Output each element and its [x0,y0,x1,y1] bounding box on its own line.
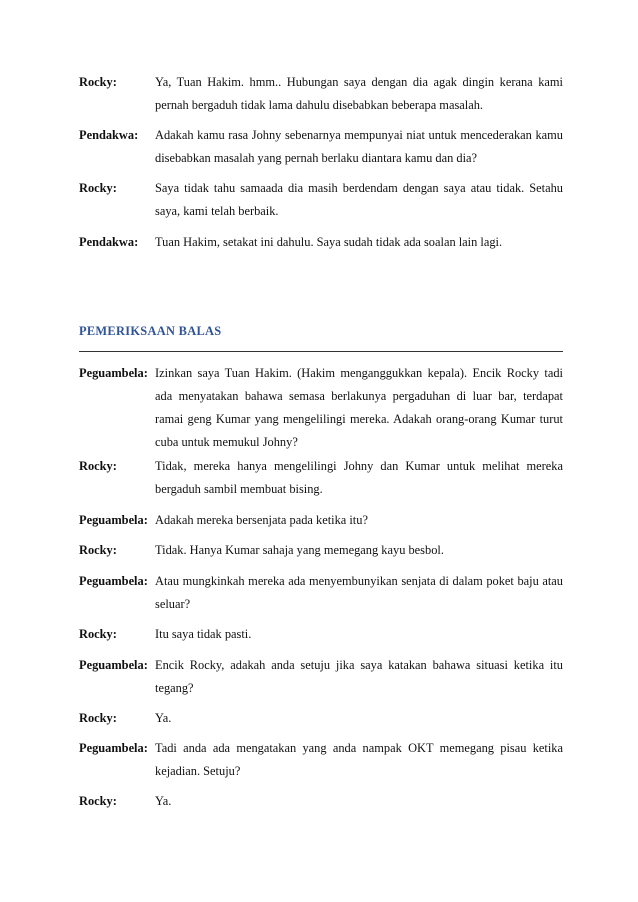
speech-text: Tidak, mereka hanya mengelilingi Johny dan Kumar untuk melihat mereka bergaduh sambil membuat bising. [155,459,563,496]
speaker-name: Pendakwa: [79,128,139,142]
speaker-name: Peguambela: [79,658,148,672]
dialogue-entry [79,124,563,170]
dialogue-entry [79,539,563,562]
dialogue-entry [79,455,563,501]
speech-text: Tidak. Hanya Kumar sahaja yang memegang kayu besbol. [155,543,444,557]
dialogue-entry [79,231,563,254]
dialogue-entry [79,570,563,616]
dialogue-entry [79,509,563,532]
heading-divider [79,351,563,352]
speech-text: Adakah mereka bersenjata pada ketika itu? [155,513,368,527]
speaker-name: Rocky: [79,711,117,725]
dialogue-entry [79,654,563,700]
speech-text: Ya. [155,711,172,725]
speech-text: Saya tidak tahu samaada dia masih berdendam dengan saya atau tidak. Setahu saya, kami telah berbaik. [155,181,563,218]
speech-text: Atau mungkinkah mereka ada menyembunyikan senjata di dalam poket baju atau seluar? [155,574,563,611]
speech-text: Encik Rocky, adakah anda setuju jika saya katakan bahawa situasi ketika itu tegang? [155,658,563,695]
dialogue-entry [79,362,563,454]
speaker-name: Rocky: [79,627,117,641]
speech-text: Izinkan saya Tuan Hakim. (Hakim menganggukkan kepala). Encik Rocky tadi ada menyatakan bahawa semasa berlakunya pergaduhan di luar bar, terdapat ramai geng Kumar yang mengelilingi mereka. Adakah orang-orang Kumar turut cuba untuk memukul Johny? [155,366,563,449]
dialogue-entry [79,737,563,783]
speaker-name: Peguambela: [79,366,148,380]
dialogue-entry [79,707,563,730]
speaker-name: Pendakwa: [79,235,139,249]
section-heading: PEMERIKSAAN BALAS [79,324,222,338]
dialogue-entry [79,790,563,813]
dialogue-entry [79,177,563,223]
dialogue-entry [79,71,563,117]
speech-text: Ya, Tuan Hakim. hmm.. Hubungan saya dengan dia agak dingin kerana kami pernah bergaduh tidak lama dahulu disebabkan beberapa masalah. [155,75,563,112]
speech-text: Tadi anda ada mengatakan yang anda nampak OKT memegang pisau ketika kejadian. Setuju? [155,741,563,778]
speech-text: Tuan Hakim, setakat ini dahulu. Saya sudah tidak ada soalan lain lagi. [155,235,503,249]
speech-text: Itu saya tidak pasti. [155,627,252,641]
speech-text: Adakah kamu rasa Johny sebenarnya mempunyai niat untuk mencederakan kamu disebabkan masalah yang pernah berlaku diantara kamu dan dia? [155,128,563,165]
speaker-name: Rocky: [79,794,117,808]
speaker-name: Rocky: [79,543,117,557]
speaker-name: Rocky: [79,75,117,89]
speaker-name: Peguambela: [79,741,148,755]
speaker-name: Peguambela: [79,574,148,588]
speaker-name: Rocky: [79,459,117,473]
speaker-name: Rocky: [79,181,117,195]
speech-text: Ya. [155,794,172,808]
dialogue-entry [79,623,563,646]
speaker-name: Peguambela: [79,513,148,527]
